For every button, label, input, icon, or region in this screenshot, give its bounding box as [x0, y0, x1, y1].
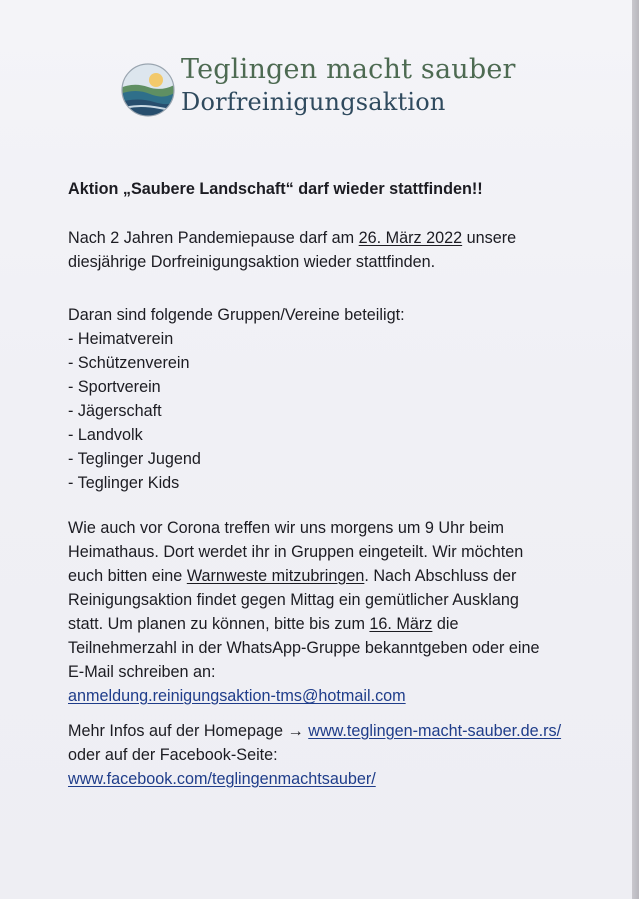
intro-text-2: unsere — [462, 229, 517, 247]
list-item: - Teglinger Kids — [68, 474, 180, 492]
list-item: - Sportverein — [68, 378, 161, 396]
intro-line-2: diesjährige Dorfreinigungsaktion wieder stattfinden. — [68, 253, 436, 271]
details-text-3a: euch bitten eine — [68, 567, 187, 585]
vest-note: Warnweste mitzubringen — [186, 567, 365, 585]
more-text-1: Mehr Infos auf der Homepage → — [68, 722, 309, 740]
logo-icon — [120, 62, 176, 118]
email-line — [68, 684, 588, 708]
deadline-date: 16. März — [369, 615, 433, 633]
details-line-7: E-Mail schreiben an: — [68, 663, 216, 681]
intro-text-1: Nach 2 Jahren Pandemiepause darf am — [68, 229, 359, 247]
details-line-1: Wie auch vor Corona treffen wir uns morgens um 9 Uhr beim — [68, 519, 505, 537]
more-info-paragraph — [68, 719, 588, 791]
facebook-line — [68, 767, 588, 791]
brand-subtitle: Dorfreinigungsaktion — [181, 88, 446, 116]
details-text-5b: die — [432, 615, 459, 633]
more-line-1 — [68, 719, 588, 743]
more-line-2: oder auf der Facebook-Seite: — [68, 746, 278, 764]
facebook-link[interactable]: www.facebook.com/teglingenmachtsauber/ — [68, 770, 376, 788]
details-text-5a: statt. Um planen zu können, bitte bis zum — [68, 615, 370, 633]
intro-line-1 — [68, 226, 588, 250]
paper-edge — [632, 0, 639, 899]
brand-title: Teglingen macht sauber — [181, 54, 516, 85]
list-item: - Heimatverein — [68, 330, 174, 348]
intro-paragraph — [68, 226, 588, 274]
list-item: - Jägerschaft — [68, 402, 162, 420]
details-text-3b: . Nach Abschluss der — [364, 567, 517, 585]
page-heading: Aktion „Saubere Landschaft“ darf wieder stattfinden!! — [68, 180, 483, 198]
groups-list — [68, 327, 588, 495]
details-line-6: Teilnehmerzahl in der WhatsApp-Gruppe bekanntgeben oder eine — [68, 639, 540, 657]
email-link[interactable]: anmeldung.reinigungsaktion-tms@hotmail.com — [68, 687, 406, 705]
event-date: 26. März 2022 — [358, 229, 463, 247]
details-paragraph — [68, 516, 588, 708]
groups-section — [68, 303, 588, 495]
details-line-5 — [68, 612, 588, 636]
groups-lead: Daran sind folgende Gruppen/Vereine beteiligt: — [68, 306, 405, 324]
list-item: - Teglinger Jugend — [68, 450, 201, 468]
homepage-link[interactable]: www.teglingen-macht-sauber.de.rs/ — [308, 722, 562, 740]
details-line-3 — [68, 564, 588, 588]
list-item: - Landvolk — [68, 426, 143, 444]
details-line-2: Heimathaus. Dort werdet ihr in Gruppen eingeteilt. Wir möchten — [68, 543, 524, 561]
details-line-4: Reinigungsaktion findet gegen Mittag ein gemütlicher Ausklang — [68, 591, 519, 609]
list-item: - Schützenverein — [68, 354, 190, 372]
